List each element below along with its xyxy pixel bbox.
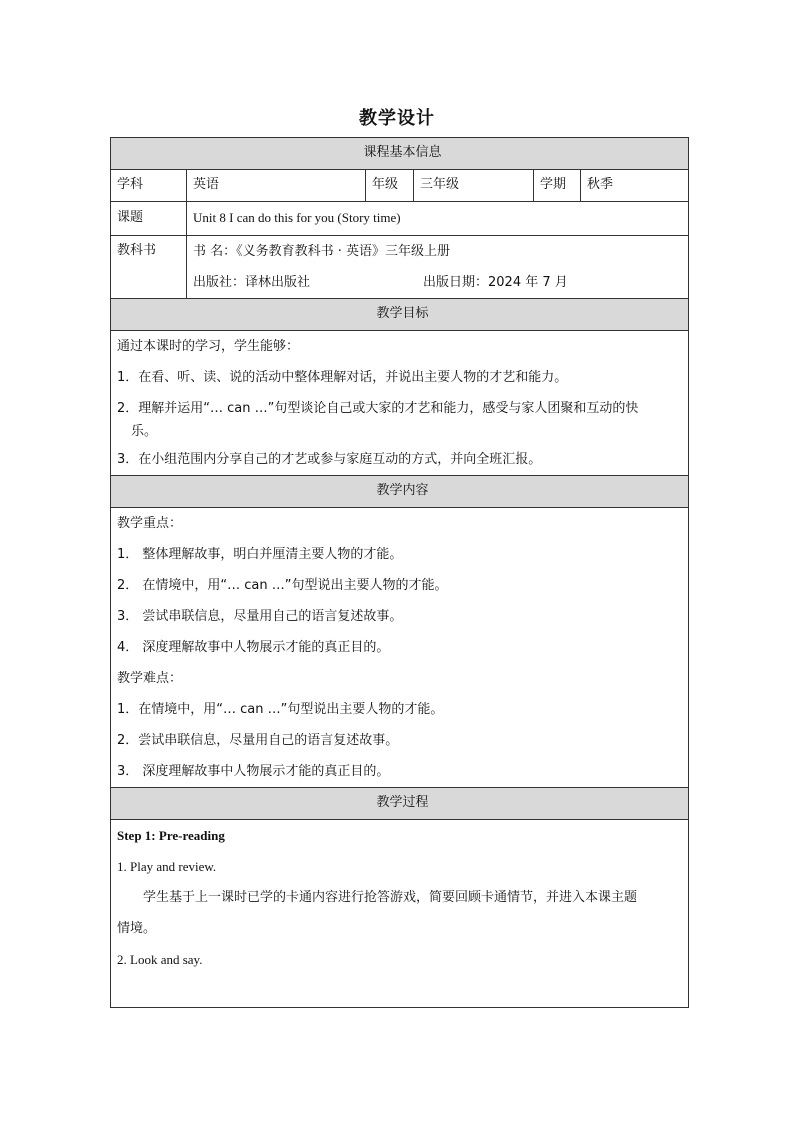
- subject-value: 英语: [187, 170, 366, 202]
- textbook-name: 书 名：《义务教育教科书 · 英语》三年级上册: [193, 244, 451, 259]
- objective-item: 2．理解并运用“… can …”句型谈论自己或大家的才艺和能力，感受与家人团聚和互动的快: [117, 401, 639, 416]
- objective-item-continued: 乐。: [131, 424, 158, 439]
- difficulty-item: 1．在情境中，用“… can …”句型说出主要人物的才能。: [117, 702, 444, 717]
- topic-label: 课题: [111, 202, 187, 236]
- content-header: 教学内容: [111, 476, 689, 508]
- difficulty-item: 2．尝试串联信息，尽量用自己的语言复述故事。: [117, 733, 399, 748]
- process-paragraph: 学生基于上一课时已学的卡通内容进行抢答游戏，简要回顾卡通情节，并进入本课主题: [143, 890, 638, 905]
- grade-label: 年级: [366, 170, 414, 202]
- publisher-row: [193, 267, 688, 298]
- key-point-item: 4． 深度理解故事中人物展示才能的真正目的。: [117, 640, 390, 655]
- objectives-intro: 通过本课时的学习，学生能够：: [117, 339, 300, 354]
- term-value: 秋季: [581, 170, 689, 202]
- key-point-item: 3． 尝试串联信息，尽量用自己的语言复述故事。: [117, 609, 403, 624]
- publisher: 出版社：译林出版社: [193, 275, 311, 290]
- step-heading: Step 1: Pre-reading: [117, 828, 225, 843]
- objective-item: 3．在小组范围内分享自己的才艺或参与家庭互动的方式，并向全班汇报。: [117, 452, 542, 467]
- objective-item: 1．在看、听、读、说的活动中整体理解对话，并说出主要人物的才艺和能力。: [117, 370, 568, 385]
- key-point-item: 2． 在情境中，用“… can …”句型说出主要人物的才能。: [117, 578, 448, 593]
- process-body: [111, 820, 689, 1008]
- publish-date: 出版日期：2024 年 7 月: [423, 275, 568, 290]
- difficulty-item: 3． 深度理解故事中人物展示才能的真正目的。: [117, 764, 390, 779]
- term-label: 学期: [534, 170, 581, 202]
- process-item: 1. Play and review.: [117, 859, 217, 874]
- textbook-cell: [187, 236, 689, 299]
- textbook-label: 教科书: [111, 236, 187, 299]
- process-item: 2. Look and say.: [117, 952, 203, 967]
- difficulties-label: 教学难点：: [117, 671, 183, 686]
- process-paragraph-continued: 情境。: [117, 921, 157, 936]
- lesson-plan-table: [110, 137, 689, 1008]
- objectives-body: [111, 331, 689, 476]
- process-header: 教学过程: [111, 788, 689, 820]
- basic-info-header: 课程基本信息: [111, 138, 689, 170]
- topic-value: Unit 8 I can do this for you (Story time): [187, 202, 689, 236]
- key-point-item: 1． 整体理解故事，明白并厘清主要人物的才能。: [117, 547, 403, 562]
- key-points-label: 教学重点：: [117, 516, 183, 531]
- content-body: [111, 508, 689, 788]
- subject-label: 学科: [111, 170, 187, 202]
- document-title: 教学设计: [359, 108, 435, 129]
- grade-value: 三年级: [414, 170, 534, 202]
- objectives-header: 教学目标: [111, 299, 689, 331]
